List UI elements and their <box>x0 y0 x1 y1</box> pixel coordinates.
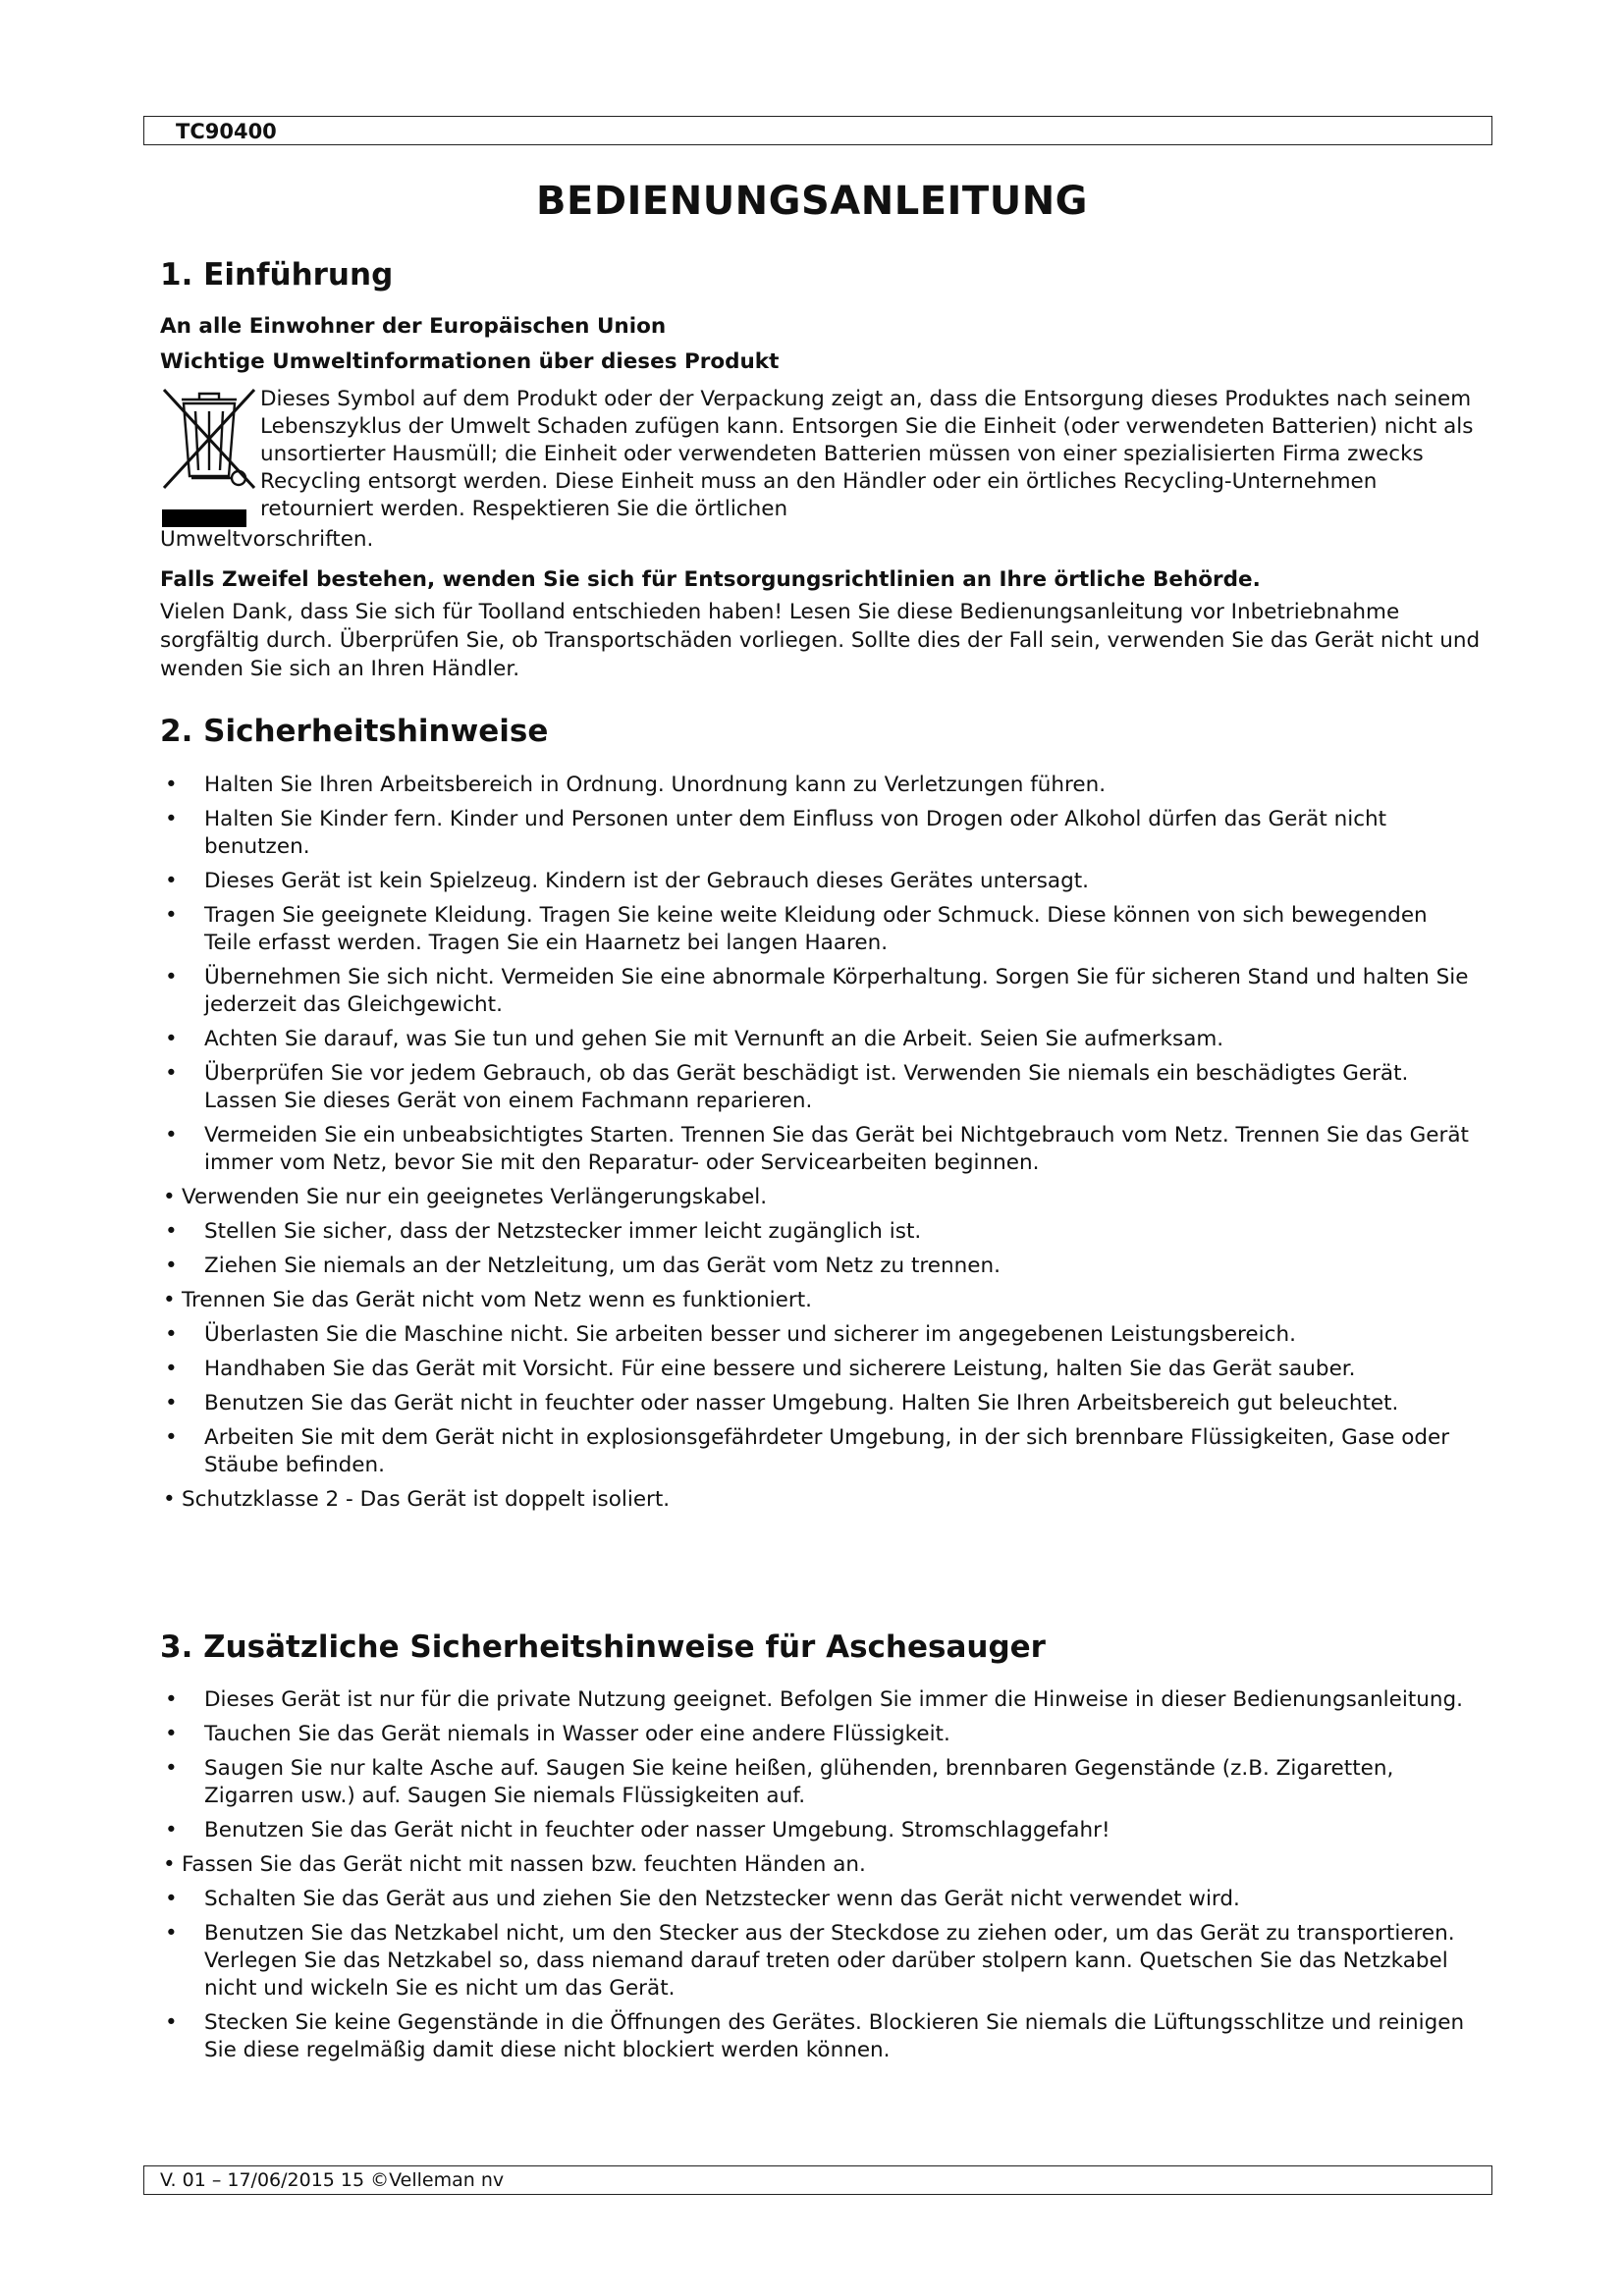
list-item: • Achten Sie darauf, was Sie tun und gehen Sie mit Vernunft an die Arbeit. Seien Sie aufmerksam. <box>160 1026 1476 1053</box>
doubt-text: Falls Zweifel bestehen, wenden Sie sich für Entsorgungsrichtlinien an Ihre örtliche Behörde. <box>160 567 1261 592</box>
env-info-line <box>160 349 1476 374</box>
list-item: • Schutzklasse 2 - Das Gerät ist doppelt isoliert. <box>160 1486 1476 1514</box>
list-item: • Überlasten Sie die Maschine nicht. Sie arbeiten besser und sicherer im angegebenen Leistungsbereich. <box>160 1321 1476 1349</box>
thanks-paragraph <box>160 598 1505 683</box>
section-heading: 2. Sicherheitshinweise <box>160 714 549 749</box>
doubt-line <box>160 567 1476 592</box>
safety-list <box>160 772 1476 1514</box>
eu-residents-text: An alle Einwohner der Europäischen Union <box>160 314 667 339</box>
list-item: • Handhaben Sie das Gerät mit Vorsicht. Für eine bessere und sicherere Leistung, halten Sie das Gerät sauber. <box>160 1356 1476 1383</box>
ash-safety-list <box>160 1686 1476 2064</box>
list-item: • Trennen Sie das Gerät nicht vom Netz wenn es funktioniert. <box>160 1287 1476 1314</box>
weee-black-bar <box>162 509 246 527</box>
list-item: • Dieses Gerät ist kein Spielzeug. Kindern ist der Gebrauch dieses Gerätes untersagt. <box>160 868 1476 895</box>
list-item: • Benutzen Sie das Gerät nicht in feuchter oder nasser Umgebung. Stromschlaggefahr! <box>160 1817 1476 1844</box>
section-heading: 3. Zusätzliche Sicherheitshinweise für Aschesauger <box>160 1629 1046 1665</box>
list-item: • Benutzen Sie das Netzkabel nicht, um den Stecker aus der Steckdose zu ziehen oder, um das Gerät zu transportieren. Verlegen Sie das Netzkabel so, dass niemand darauf treten oder darüber stolpern kann. Quetschen Sie das Netzkabel nicht und wickeln Sie es nicht um das Gerät. <box>160 1920 1476 2002</box>
list-item: • Überprüfen Sie vor jedem Gebrauch, ob das Gerät beschädigt ist. Verwenden Sie niemals ein beschädigtes Gerät. Lassen Sie dieses Gerät von einem Fachmann reparieren. <box>160 1060 1476 1115</box>
list-item: • Verwenden Sie nur ein geeignetes Verlängerungskabel. <box>160 1184 1476 1211</box>
thanks-text: Vielen Dank, dass Sie sich für Toolland entschieden haben! Lesen Sie diese Bedienungsanleitung vor Inbetriebnahme sorgfältig durch. Überprüfen Sie, ob Transportschäden vorliegen. Sollte dies der Fall sein, verwenden Sie das Gerät nicht und wenden Sie sich an Ihren Händler. <box>160 600 1481 681</box>
weee-description-tail: Umweltvorschriften. <box>160 527 374 552</box>
section-safety <box>160 714 1476 749</box>
model-header-box <box>143 116 1492 145</box>
weee-description: Dieses Symbol auf dem Produkt oder der Verpackung zeigt an, dass die Entsorgung dieses Produktes nach seinem Lebenszyklus der Umwelt Schaden zufügen kann. Entsorgen Sie die Einheit (oder verwendeten Batterien) nicht als unsortierter Hausmüll; die Einheit oder verwendeten Batterien müssen von einer spezialisierten Firma zwecks Recycling entsorgt werden. Diese Einheit muss an den Händler oder ein örtliches Recycling-Unternehmen retourniert werden. Respektieren Sie die örtlichen <box>260 387 1474 521</box>
list-item: • Dieses Gerät ist nur für die private Nutzung geeignet. Befolgen Sie immer die Hinweise in dieser Bedienungsanleitung. <box>160 1686 1476 1714</box>
page-title: BEDIENUNGSANLEITUNG <box>536 179 1088 224</box>
list-item: • Übernehmen Sie sich nicht. Vermeiden Sie eine abnormale Körperhaltung. Sorgen Sie für sicheren Stand und halten Sie jederzeit das Gleichgewicht. <box>160 964 1476 1019</box>
list-item: • Tauchen Sie das Gerät niemals in Wasser oder eine andere Flüssigkeit. <box>160 1721 1476 1748</box>
model-number: TC90400 <box>176 120 277 143</box>
footer-box <box>143 2165 1492 2195</box>
footer-version: V. 01 – 17/06/2015 15 ©Velleman nv <box>160 2169 505 2191</box>
safety-list-container <box>160 772 1476 1514</box>
eu-residents-line <box>160 314 1476 339</box>
section-heading: 1. Einführung <box>160 257 394 293</box>
list-item: • Halten Sie Kinder fern. Kinder und Personen unter dem Einfluss von Drogen oder Alkohol dürfen das Gerät nicht benutzen. <box>160 806 1476 861</box>
list-item: • Schalten Sie das Gerät aus und ziehen Sie den Netzstecker wenn das Gerät nicht verwendet wird. <box>160 1886 1476 1913</box>
list-item: • Ziehen Sie niemals an der Netzleitung, um das Gerät vom Netz zu trennen. <box>160 1253 1476 1280</box>
list-item: • Saugen Sie nur kalte Asche auf. Saugen Sie keine heißen, glühenden, brennbaren Gegenstände (z.B. Zigaretten, Zigarren usw.) auf. Saugen Sie niemals Flüssigkeiten auf. <box>160 1755 1476 1810</box>
list-item: • Stellen Sie sicher, dass der Netzstecker immer leicht zugänglich ist. <box>160 1218 1476 1246</box>
list-item: • Benutzen Sie das Gerät nicht in feuchter oder nasser Umgebung. Halten Sie Ihren Arbeitsbereich gut beleuchtet. <box>160 1390 1476 1417</box>
env-info-text: Wichtige Umweltinformationen über dieses Produkt <box>160 349 780 374</box>
list-item: • Halten Sie Ihren Arbeitsbereich in Ordnung. Unordnung kann zu Verletzungen führen. <box>160 772 1476 799</box>
list-item: • Vermeiden Sie ein unbeabsichtigtes Starten. Trennen Sie das Gerät bei Nichtgebrauch vom Netz. Trennen Sie das Gerät immer vom Netz, bevor Sie mit den Reparatur- oder Servicearbeiten beginnen. <box>160 1122 1476 1177</box>
ash-safety-list-container <box>160 1686 1476 2064</box>
list-item: • Fassen Sie das Gerät nicht mit nassen bzw. feuchten Händen an. <box>160 1851 1476 1879</box>
section-ash-vacuum-safety <box>160 1629 1476 1665</box>
list-item: • Stecken Sie keine Gegenstände in die Öffnungen des Gerätes. Blockieren Sie niemals die Lüftungsschlitze und reinigen Sie diese regelmäßig damit diese nicht blockiert werden können. <box>160 2009 1476 2064</box>
crossed-bin-icon <box>160 386 258 494</box>
section-introduction <box>160 257 1476 293</box>
list-item: • Tragen Sie geeignete Kleidung. Tragen Sie keine weite Kleidung oder Schmuck. Diese können von sich bewegenden Teile erfasst werden. Tragen Sie ein Haarnetz bei langen Haaren. <box>160 902 1476 957</box>
list-item: • Arbeiten Sie mit dem Gerät nicht in explosionsgefährdeter Umgebung, in der sich brennbare Flüssigkeiten, Gase oder Stäube befinden. <box>160 1424 1476 1479</box>
